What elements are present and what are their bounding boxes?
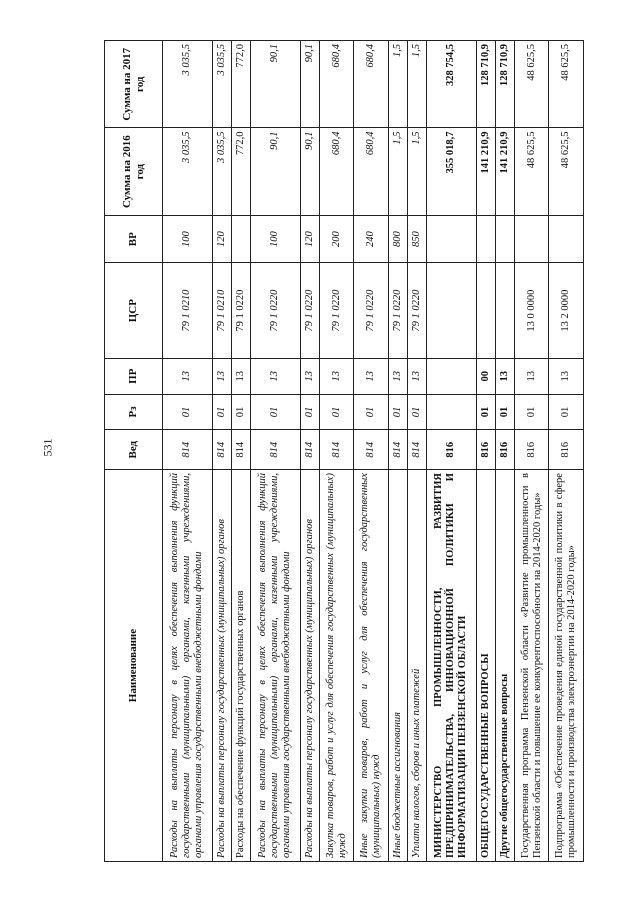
table-row — [251, 41, 301, 862]
cell-ved: 814 — [251, 430, 301, 470]
cell-rz: 01 — [476, 394, 495, 430]
cell-rz: 01 — [231, 394, 250, 430]
page-number: 531 — [40, 438, 55, 457]
cell-csr: 79 1 0220 — [251, 263, 301, 358]
cell-vr — [427, 215, 477, 263]
cell-name: Уплата налогов, сборов и иных платежей — [407, 470, 426, 862]
cell-vr: 120 — [212, 215, 231, 263]
cell-sum-2017: 90,1 — [300, 41, 319, 128]
cell-pr: 13 — [319, 358, 353, 394]
cell-sum-2016: 680,4 — [319, 128, 353, 215]
cell-csr: 79 1 0220 — [407, 263, 426, 358]
cell-vr — [495, 215, 514, 263]
cell-name: Расходы на обеспечение функций государственных органов — [231, 470, 250, 862]
cell-csr: 13 2 0000 — [549, 263, 584, 358]
header-vr: ВР — [105, 215, 163, 263]
cell-vr: 850 — [407, 215, 426, 263]
cell-name: Расходы на выплаты персоналу в целях обеспечения выполнения функций государственными (муниципальными) органами, казенными учреждениями, органами управления государственными внебюджетными фондами — [163, 470, 213, 862]
cell-rz: 01 — [319, 394, 353, 430]
cell-vr — [549, 215, 584, 263]
table-row — [388, 41, 407, 862]
cell-vr — [231, 215, 250, 263]
cell-ved: 816 — [476, 430, 495, 470]
cell-sum-2016: 1,5 — [388, 128, 407, 215]
cell-pr: 00 — [476, 358, 495, 394]
header-sum-2016: Сумма на 2016 год — [105, 128, 163, 215]
cell-sum-2016: 772,0 — [231, 128, 250, 215]
cell-ved: 814 — [212, 430, 231, 470]
cell-vr: 200 — [319, 215, 353, 263]
cell-csr — [495, 263, 514, 358]
cell-rz: 01 — [388, 394, 407, 430]
header-name: Наименование — [105, 470, 163, 862]
cell-ved: 816 — [515, 430, 549, 470]
table-row — [495, 41, 514, 862]
cell-rz: 01 — [300, 394, 319, 430]
cell-vr — [476, 215, 495, 263]
cell-vr: 100 — [163, 215, 213, 263]
cell-name: Иные закупки товаров, работ и услуг для обеспечения государственных (муниципальных) нужд — [354, 470, 388, 862]
table-row — [163, 41, 213, 862]
cell-name: Государственная программа Пензенской области «Развитие промышленности в Пензенской области и повышение ее конкурентоспособности на 2014-2020 годы» — [515, 470, 549, 862]
header-pr: ПР — [105, 358, 163, 394]
cell-csr: 79 1 0210 — [163, 263, 213, 358]
cell-rz: 01 — [251, 394, 301, 430]
cell-sum-2016: 48 625,5 — [549, 128, 584, 215]
cell-sum-2017: 3 035,5 — [212, 41, 231, 128]
table-row — [407, 41, 426, 862]
cell-pr: 13 — [163, 358, 213, 394]
cell-sum-2016: 3 035,5 — [163, 128, 213, 215]
table-row — [300, 41, 319, 862]
cell-ved: 814 — [163, 430, 213, 470]
cell-sum-2016: 680,4 — [354, 128, 388, 215]
cell-rz: 01 — [354, 394, 388, 430]
cell-ved: 814 — [231, 430, 250, 470]
budget-table — [104, 40, 584, 862]
cell-name: Расходы на выплаты персоналу государственных (муниципальных) органов — [300, 470, 319, 862]
table-row — [476, 41, 495, 862]
cell-ved: 814 — [300, 430, 319, 470]
cell-csr: 79 1 0220 — [388, 263, 407, 358]
cell-sum-2017: 1,5 — [388, 41, 407, 128]
cell-ved: 816 — [549, 430, 584, 470]
cell-pr: 13 — [515, 358, 549, 394]
cell-ved: 814 — [407, 430, 426, 470]
cell-sum-2017: 3 035,5 — [163, 41, 213, 128]
cell-sum-2017: 1,5 — [407, 41, 426, 128]
cell-name: Подпрограмма «Обеспечение проведения единой государственной политики в сфере промышленности и производства электроэнергии на 2014-2020 годы» — [549, 470, 584, 862]
cell-sum-2016: 141 210,9 — [495, 128, 514, 215]
cell-sum-2016: 90,1 — [300, 128, 319, 215]
table-row — [515, 41, 549, 862]
cell-sum-2017: 772,0 — [231, 41, 250, 128]
table-header-row — [105, 41, 163, 862]
header-sum-2017: Сумма на 2017 год — [105, 41, 163, 128]
cell-name: Расходы на выплаты персоналу в целях обеспечения выполнения функций государственными (муниципальными) органами, казенными учреждениями, органами управления государственными внебюджетными фондами — [251, 470, 301, 862]
cell-name: ОБЩЕГОСУДАРСТВЕННЫЕ ВОПРОСЫ — [476, 470, 495, 862]
cell-csr: 79 1 0220 — [300, 263, 319, 358]
cell-sum-2016: 3 035,5 — [212, 128, 231, 215]
cell-rz: 01 — [407, 394, 426, 430]
cell-vr: 800 — [388, 215, 407, 263]
cell-ved: 814 — [319, 430, 353, 470]
cell-vr: 120 — [300, 215, 319, 263]
cell-name: Иные бюджетные ассигнования — [388, 470, 407, 862]
cell-rz: 01 — [495, 394, 514, 430]
cell-name: МИНИСТЕРСТВО ПРОМЫШЛЕННОСТИ, РАЗВИТИЯ ПРЕДПРИНИМАТЕЛЬСТВА, ИННОВАЦИОННОЙ ПОЛИТИКИ И ИНФОРМАТИЗАЦИИ ПЕНЗЕНСКОЙ ОБЛАСТИ — [427, 470, 477, 862]
cell-ved: 816 — [427, 430, 477, 470]
cell-rz: 01 — [212, 394, 231, 430]
table-row — [549, 41, 584, 862]
cell-rz: 01 — [549, 394, 584, 430]
cell-pr: 13 — [212, 358, 231, 394]
cell-pr: 13 — [300, 358, 319, 394]
cell-csr: 79 1 0220 — [354, 263, 388, 358]
cell-csr: 13 0 0000 — [515, 263, 549, 358]
cell-name: Закупка товаров, работ и услуг для обеспечения государственных (муниципальных) нужд — [319, 470, 353, 862]
cell-pr: 13 — [231, 358, 250, 394]
cell-sum-2017: 48 625,5 — [515, 41, 549, 128]
cell-pr: 13 — [354, 358, 388, 394]
table-row — [231, 41, 250, 862]
cell-name: Другие общегосударственные вопросы — [495, 470, 514, 862]
cell-csr: 79 1 0220 — [319, 263, 353, 358]
cell-sum-2017: 128 710,9 — [476, 41, 495, 128]
cell-ved: 814 — [388, 430, 407, 470]
cell-sum-2016: 90,1 — [251, 128, 301, 215]
cell-sum-2017: 328 754,5 — [427, 41, 477, 128]
cell-vr: 100 — [251, 215, 301, 263]
cell-csr — [427, 263, 477, 358]
cell-sum-2017: 90,1 — [251, 41, 301, 128]
header-ved: Вед — [105, 430, 163, 470]
cell-vr — [515, 215, 549, 263]
cell-csr — [476, 263, 495, 358]
cell-name: Расходы на выплаты персоналу государственных (муниципальных) органов — [212, 470, 231, 862]
cell-sum-2016: 355 018,7 — [427, 128, 477, 215]
rotated-table-container — [104, 40, 584, 862]
cell-rz: 01 — [515, 394, 549, 430]
cell-pr: 13 — [407, 358, 426, 394]
cell-pr: 13 — [549, 358, 584, 394]
cell-vr: 240 — [354, 215, 388, 263]
cell-sum-2017: 680,4 — [319, 41, 353, 128]
cell-ved: 816 — [495, 430, 514, 470]
cell-sum-2017: 128 710,9 — [495, 41, 514, 128]
header-rz: Рз — [105, 394, 163, 430]
cell-sum-2017: 48 625,5 — [549, 41, 584, 128]
cell-pr: 13 — [495, 358, 514, 394]
cell-rz: 01 — [163, 394, 213, 430]
header-csr: ЦСР — [105, 263, 163, 358]
table-row — [319, 41, 353, 862]
cell-sum-2016: 1,5 — [407, 128, 426, 215]
cell-sum-2016: 141 210,9 — [476, 128, 495, 215]
cell-rz — [427, 394, 477, 430]
cell-pr: 13 — [251, 358, 301, 394]
cell-csr: 79 1 0210 — [212, 263, 231, 358]
cell-pr — [427, 358, 477, 394]
table-row — [427, 41, 477, 862]
cell-sum-2016: 48 625,5 — [515, 128, 549, 215]
table-row — [212, 41, 231, 862]
cell-ved: 814 — [354, 430, 388, 470]
cell-sum-2017: 680,4 — [354, 41, 388, 128]
cell-csr: 79 1 0220 — [231, 263, 250, 358]
cell-pr: 13 — [388, 358, 407, 394]
table-row — [354, 41, 388, 862]
